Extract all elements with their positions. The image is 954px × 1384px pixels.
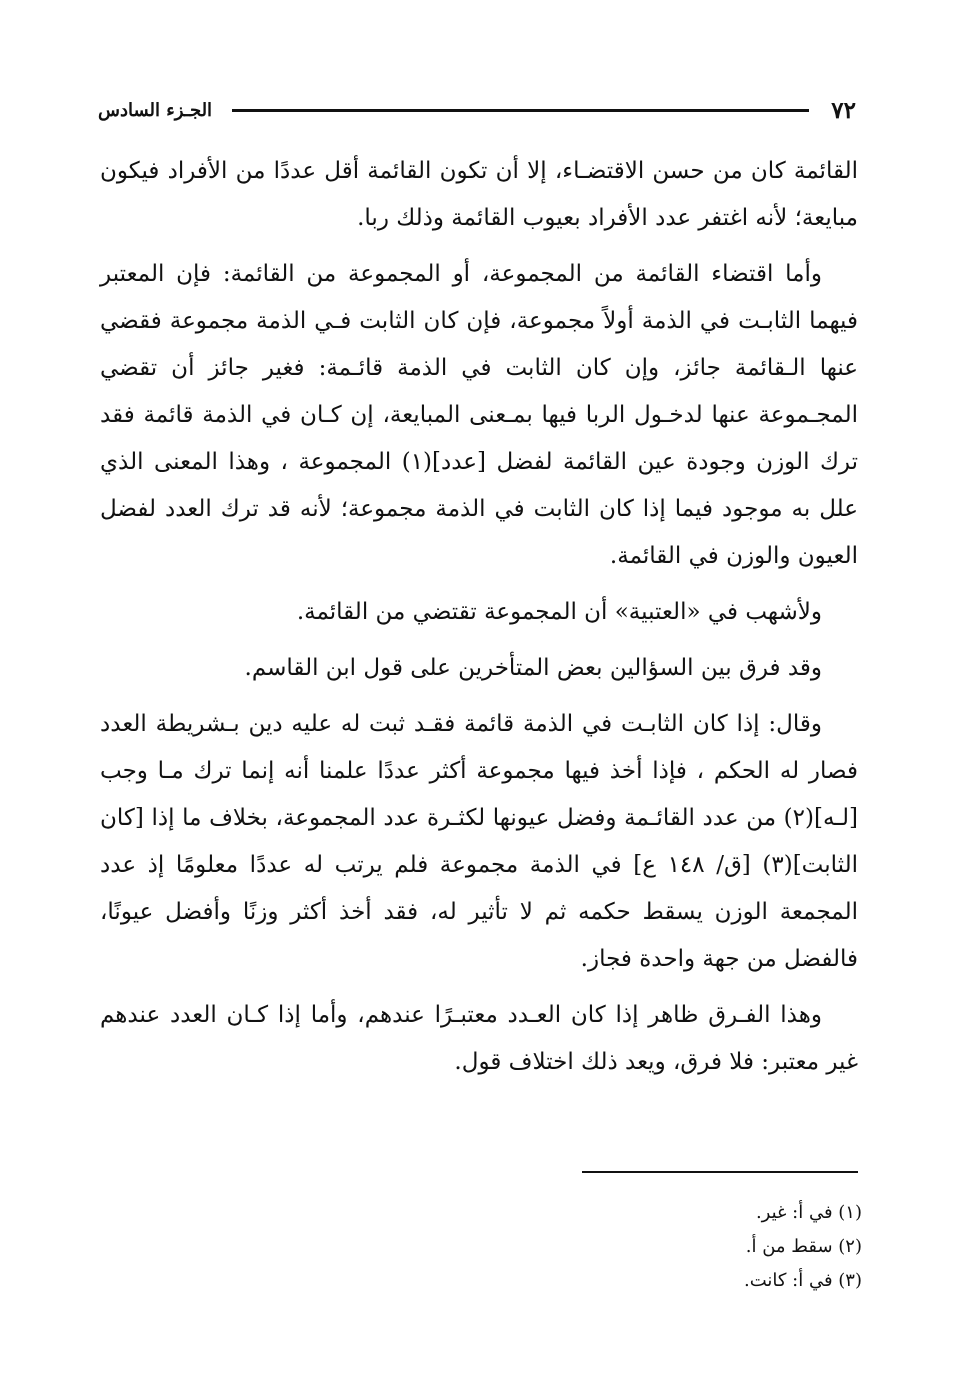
- page-header: [98, 92, 856, 128]
- running-title: الجـزء السادس: [98, 99, 213, 121]
- footnote-separator: [582, 1171, 858, 1173]
- paragraph: القائمة كان من حسن الاقتضـاء، إلا أن تكون القائمة أقل عددًا من الأفراد فيكون مبايعة؛ لأنه اغتفر عدد الأفراد بعيوب القائمة وذلك ربا.: [100, 158, 858, 231]
- paragraph: وأما اقتضاء القائمة من المجموعة، أو المجموعة من القائمة: فإن المعتبر فيهما الثابـت في الذمة أولاً مجموعة، فإن كان الثابت فـي الذمة مجموعة فقضي عنها الـقائمة جائز، وإن كان الثابت في الذمة قائـمة: فغير جائز أن تقضي المجـموعة عنها لدخـول الربا فيها بمـعنى المبايعة، إن كـان في الذمة قائمة فقد ترك الوزن وجودة عين القائمة لفضل [عدد](١) المجموعة ، وهذا المعنى الذي علل به موجود فيما إذا كان الثابت في الذمة مجموعة؛ لأنه قد ترك العدد لفضل العيون والوزن في القائمة.: [100, 261, 858, 569]
- header-rule: [232, 109, 809, 112]
- footnote: (١) في أ: غير.: [755, 1202, 862, 1223]
- footnote: (٣) في أ: كانت.: [743, 1270, 862, 1291]
- paragraph: وقد فرق بين السؤالين بعض المتأخرين على قول ابن القاسم.: [244, 655, 822, 681]
- main-text: [100, 148, 858, 1095]
- footnotes: [362, 1196, 862, 1298]
- footnote: (٢) سقط من أ.: [745, 1236, 862, 1257]
- paragraph: ولأشهب في «العتبية» أن المجموعة تقتضي من القائمة.: [296, 599, 822, 625]
- paragraph: وهذا الفـرق ظاهر إذا كان العـدد معتبـرًا عندهم، وأما إذا كـان العدد عندهم غير معتبر: فلا فرق، ويعد ذلك اختلاف قول.: [100, 1002, 858, 1075]
- page-number: ٧٢: [831, 96, 856, 124]
- paragraph: وقال: إذا كان الثابـت في الذمة قائمة فقـد ثبت له عليه دين بـشريطة العدد فصار له الحكم ، فإذا أخذ فيها مجموعة أكثر عددًا علمنا أنه إنما ترك مـا وجب [لـه](٢) من عدد القائـمة وفضل عيونها لكثـرة عدد المجموعة، بخلاف ما إذا [كان الثابت](٣) [ق/ ١٤٨ ع] في الذمة مجموعة فلم يرتب له عددًا معلومًا إذ عدد المجمعة الوزن يسقط حكمه ثم لا تأثير له، فقد أخذ أكثر وزنًا وأفضل عيونًا، فالفضل من جهة واحدة فجاز.: [100, 711, 858, 972]
